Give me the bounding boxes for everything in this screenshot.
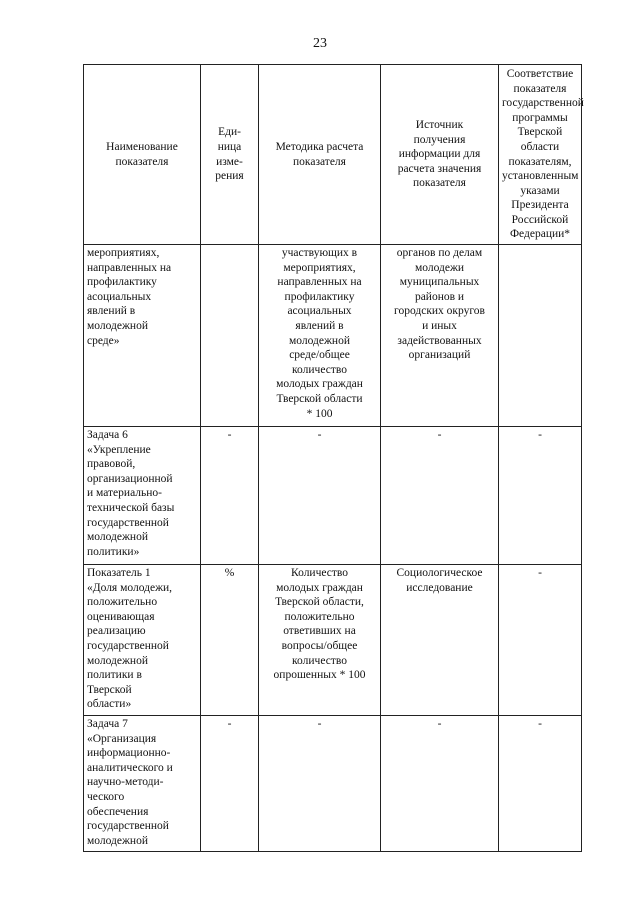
cell-calculation-method: участвующих в мероприятиях, направленных на профилактику асоциальных явлений в молодежной среде/общее количество молодых граждан Тверской области * 100 (259, 245, 381, 427)
cell-unit: % (201, 565, 259, 716)
header-calculation-method: Методика расчета показателя (259, 65, 381, 245)
cell-compliance: - (499, 427, 582, 565)
cell-compliance: - (499, 716, 582, 852)
header-indicator-name: Наименование показателя (84, 65, 201, 245)
cell-information-source: - (381, 716, 499, 852)
header-unit: Еди- ница изме- рения (201, 65, 259, 245)
cell-unit: - (201, 716, 259, 852)
table-row (84, 245, 582, 427)
cell-indicator-name: мероприятиях, направленных на профилактику асоциальных явлений в молодежной среде» (84, 245, 201, 427)
cell-indicator-name: Задача 6 «Укрепление правовой, организационной и материально- технической базы государственной молодежной политики» (84, 427, 201, 565)
table-row (84, 716, 582, 852)
cell-unit: - (201, 427, 259, 565)
cell-calculation-method: Количество молодых граждан Тверской области, положительно ответивших на вопросы/общее количество опрошенных * 100 (259, 565, 381, 716)
table-row (84, 565, 582, 716)
cell-information-source: органов по делам молодежи муниципальных районов и городских округов и иных задействованных организаций (381, 245, 499, 427)
cell-indicator-name: Задача 7 «Организация информационно- аналитического и научно-методи- ческого обеспечения государственной молодежной (84, 716, 201, 852)
page-number: 23 (313, 36, 327, 51)
cell-compliance: - (499, 565, 582, 716)
cell-compliance (499, 245, 582, 427)
table-row (84, 427, 582, 565)
cell-indicator-name: Показатель 1 «Доля молодежи, положительно оценивающая реализацию государственной молодежной политики в Тверской области» (84, 565, 201, 716)
cell-information-source: - (381, 427, 499, 565)
cell-unit (201, 245, 259, 427)
header-presidential-decree-compliance: Соответствие показателя государственной программы Тверской области показателям, установленным указами Президента Российской Федерации* (499, 65, 582, 245)
cell-calculation-method: - (259, 427, 381, 565)
cell-information-source: Социологическое исследование (381, 565, 499, 716)
table-header-row (84, 65, 582, 245)
indicators-table (83, 64, 582, 852)
cell-calculation-method: - (259, 716, 381, 852)
header-information-source: Источник получения информации для расчета значения показателя (381, 65, 499, 245)
